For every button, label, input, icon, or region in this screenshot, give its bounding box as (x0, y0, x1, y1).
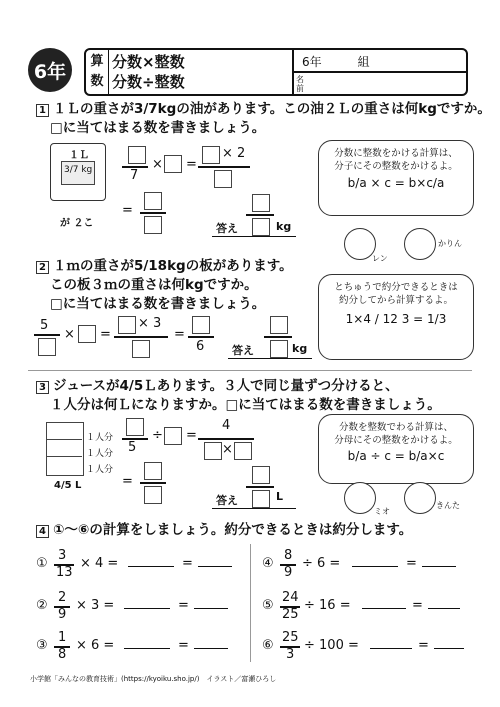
tip-bubble-divide (318, 414, 474, 484)
character-mio-label: ミオ (374, 507, 390, 516)
problem-operator: × 4 = (80, 556, 119, 571)
q4-text: ①～⑥の計算をしましょう。約分できるときは約分します。 (52, 522, 413, 538)
problem-label: ⑤ (262, 598, 274, 613)
problem-label: ① (36, 556, 48, 571)
problem-row-4 (262, 548, 472, 582)
q1-answer-box[interactable] (252, 194, 270, 212)
jug-caption: が ２こ (60, 218, 94, 229)
q2-answer-box[interactable] (132, 340, 150, 358)
juice-bottle-illustration (46, 422, 84, 476)
problem-denominator: 9 (284, 565, 293, 580)
jug-fraction: 3/7 kg (64, 165, 93, 175)
problem-row-6 (262, 630, 472, 664)
tip-formula: b/a ÷ c = b/a×c (347, 449, 445, 463)
jug-label: １Ｌ (69, 150, 89, 161)
character-kinta-label: きんた (436, 501, 460, 510)
problem-denominator: 3 (286, 647, 295, 662)
problem-label: ② (36, 598, 48, 613)
problem-numerator: 3 (58, 548, 67, 563)
equals-sign: = (178, 638, 189, 653)
problem-numerator: 2 (58, 590, 67, 605)
answer-line[interactable] (434, 648, 464, 649)
answer-line[interactable] (124, 608, 170, 609)
equals-sign: = (406, 556, 417, 571)
answer-line[interactable] (362, 608, 406, 609)
problem-row-2 (36, 590, 246, 624)
tip-line-1: 分数を整数でわる計算は、 (338, 422, 453, 433)
problem-numerator: 1 (58, 630, 67, 645)
q3-answer-box[interactable] (204, 442, 222, 460)
q2-answer-box[interactable] (270, 316, 288, 334)
q2-text-line1 (36, 258, 293, 275)
q1-answer-box[interactable] (164, 155, 182, 173)
tip-bubble-multiply (318, 140, 474, 216)
problem-operator: ÷ 16 = (304, 598, 351, 613)
q2-times-three: × 3 (138, 316, 162, 331)
problem-denominator: 8 (58, 647, 67, 662)
grade-badge: 6年 (28, 48, 72, 92)
worksheet-title (112, 52, 185, 92)
answer-line[interactable] (194, 648, 228, 649)
problem-row-3 (36, 630, 246, 664)
tip-bubble-reduce (318, 274, 474, 360)
answer-line[interactable] (370, 648, 412, 649)
q1-denominator: 7 (130, 168, 139, 183)
q3-text: ジュースが4/5Ｌあります。３人で同じ量ずつ分けると、 (52, 378, 399, 394)
q3-answer-box[interactable] (144, 486, 162, 504)
answer-line[interactable] (352, 566, 398, 567)
subject-bottom: 数 (90, 74, 104, 89)
equals-sign: = (178, 598, 189, 613)
subject-label (86, 50, 109, 94)
q1-answer-box[interactable] (252, 218, 270, 236)
name-field[interactable] (296, 75, 304, 93)
q1-times-two: × 2 (222, 146, 246, 161)
tip-line-1: とちゅうで約分できるときは (334, 282, 458, 293)
problem-denominator: 25 (282, 607, 299, 622)
portion-label: １人分 (86, 433, 114, 443)
q2-answer-box[interactable] (192, 316, 210, 334)
subject-top: 算 (90, 54, 104, 69)
problem-label: ③ (36, 638, 48, 653)
problem-operator: × 6 = (76, 638, 115, 653)
problem-label: ⑥ (262, 638, 274, 653)
q2-answer-box[interactable] (270, 340, 288, 358)
q2-answer-box[interactable] (118, 316, 136, 334)
worksheet-header (84, 48, 468, 96)
q1-text: １Ｌの重さが3/7kgの油があります。この油２Ｌの重さは何kgですか。 (52, 101, 491, 117)
tip-formula: b/a × c = b×c/a (347, 176, 445, 190)
q3-answer-unit: L (276, 490, 284, 503)
q2-number: 2 (36, 261, 49, 274)
name-label-2: 前 (296, 84, 304, 93)
q3-text-line2: １人分は何Ｌになりますか。□に当てはまる数を書きましょう。 (50, 397, 441, 413)
problem-operator: ÷ 100 = (304, 638, 359, 653)
q2-text-line2: この板３ｍの重さは何kgですか。 (50, 277, 258, 293)
q3-answer-box[interactable] (252, 490, 270, 508)
problem-row-1 (36, 548, 246, 582)
q1-answer-box[interactable] (144, 192, 162, 210)
tip-line-2: 分母にその整数をかけるよ。 (334, 435, 458, 446)
answer-line[interactable] (422, 566, 456, 567)
equals-sign: = (418, 638, 429, 653)
q2-answer-label: 答え (232, 344, 254, 357)
problem-denominator: 13 (56, 565, 73, 580)
answer-line[interactable] (124, 648, 170, 649)
q3-answer-box[interactable] (164, 427, 182, 445)
q3-text-line1 (36, 378, 399, 395)
q1-text-line1 (36, 101, 491, 118)
problem-label: ④ (262, 556, 274, 571)
problem-denominator: 9 (58, 607, 67, 622)
q4-column-divider (250, 544, 251, 662)
portion-label: １人分 (86, 465, 114, 475)
character-ren-label: レン (372, 254, 388, 263)
q3-answer-box[interactable] (234, 442, 252, 460)
q3-answer-box[interactable] (252, 466, 270, 484)
q1-number: 1 (36, 104, 49, 117)
answer-line[interactable] (428, 608, 460, 609)
problem-operator: × 3 = (76, 598, 115, 613)
problem-operator: ÷ 6 = (302, 556, 341, 571)
q1-text-line2: □に当てはまる数を書きましょう。 (50, 120, 266, 136)
equals-sign: = (182, 556, 193, 571)
character-kinta (404, 482, 436, 514)
q2-answer-box[interactable] (78, 325, 96, 343)
title-line-2: 分数÷整数 (112, 73, 185, 91)
tip-line-2: 分子にその整数をかけるよ。 (334, 161, 458, 172)
bottle-fraction: 4/5 L (54, 480, 82, 491)
answer-line[interactable] (198, 566, 232, 567)
footer-credit: 小学館「みんなの教育技術」(https://kyoiku.sho.jp/) イラスト／富瀬ひろし (30, 675, 277, 683)
q2-answer-box[interactable] (38, 338, 56, 356)
problem-row-5 (262, 590, 472, 624)
q2-numerator: 5 (40, 318, 49, 333)
q3-answer-label: 答え (216, 494, 238, 507)
portion-label: １人分 (86, 449, 114, 459)
problem-numerator: 24 (282, 590, 299, 605)
answer-line[interactable] (194, 608, 228, 609)
problem-numerator: 25 (282, 630, 299, 645)
equals-sign: = (412, 598, 423, 613)
q3-answer-box[interactable] (126, 418, 144, 436)
q2-text: １ｍの重さが5/18kgの板があります。 (52, 258, 293, 274)
name-label-1: 名 (296, 75, 304, 84)
q1-answer-box[interactable] (214, 170, 232, 188)
tip-formula: 1×4 / 12 3 = 1/3 (345, 312, 447, 326)
q2-denominator-result: 6 (196, 339, 205, 354)
q1-answer-label: 答え (216, 222, 238, 235)
q1-answer-box[interactable] (202, 146, 220, 164)
q1-answer-unit: kg (276, 220, 292, 233)
class-field[interactable]: 6年 組 (302, 55, 370, 69)
q2-answer-unit: kg (292, 342, 308, 355)
character-karin-label: かりん (438, 239, 462, 248)
character-karin (404, 228, 436, 260)
tip-line-2: 約分してから計算するよ。 (338, 295, 453, 306)
character-mio (344, 482, 376, 514)
q1-answer-box[interactable] (144, 216, 162, 234)
answer-line[interactable] (128, 566, 174, 567)
oil-jug-illustration (50, 143, 106, 201)
title-line-1: 分数×整数 (112, 53, 185, 71)
q3-answer-box[interactable] (144, 462, 162, 480)
tip-line-1: 分数に整数をかける計算は、 (334, 148, 458, 159)
q1-answer-box[interactable] (128, 146, 146, 164)
q3-denominator: 5 (128, 440, 137, 455)
problem-numerator: 8 (284, 548, 293, 563)
q2-text-line3: □に当てはまる数を書きましょう。 (50, 296, 266, 312)
q4-text-line (36, 522, 412, 539)
q3-number: 3 (36, 381, 49, 394)
q4-number: 4 (36, 525, 49, 538)
q3-numerator-result: 4 (222, 418, 231, 433)
